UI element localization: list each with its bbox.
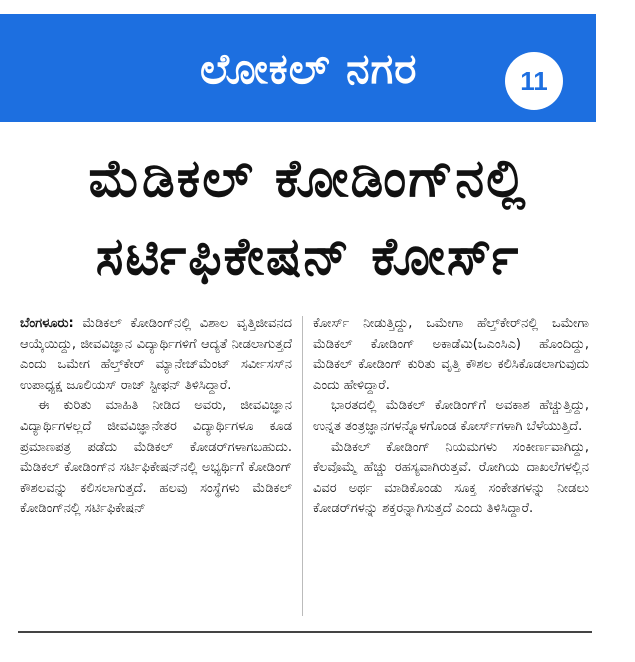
page-margin xyxy=(596,0,635,662)
column-divider xyxy=(302,316,303,616)
dateline: ಬೆಂಗಳೂರು: xyxy=(20,316,74,331)
article-paragraph: ಕೋರ್ಸ್ ನೀಡುತ್ತಿದ್ದು, ಒಮೇಗಾ ಹೆಲ್ತ್‌ಕೇರ್‌ನಲ್ಲಿ ಒಮೇಗಾ ಮೆಡಿಕಲ್ ಕೋಡಿಂಗ್ ಅಕಾಡೆಮಿ(ಒಎಂಸಿಎ) ಹೊಂದಿದ್ದು, ಮೆಡಿಕಲ್ ಕೋಡಿಂಗ್ ಕುರಿತು ವೃತ್ತಿ ಕೌಶಲ ಕಲಿಸಿಕೊಡಲಾಗುವುದು ಎಂದು ಹೇಳಿದ್ದಾರೆ. xyxy=(313,316,589,393)
paragraph-text: ಮೆಡಿಕಲ್ ಕೋಡಿಂಗ್‌ನಲ್ಲಿ ವಿಶಾಲ ವೃತ್ತಿಜೀವನದ ಆಯ್ಕೆಯಿದ್ದು, ಜೀವವಿಜ್ಞಾನ ವಿದ್ಯಾರ್ಥಿಗಳಿಗೆ ಆದ್ಯತೆ ನೀಡಲಾಗುತ್ತದೆ ಎಂದು ಒಮೇಗ ಹೆಲ್ತ್‌ಕೇರ್ ಮ್ಯಾನೇಜ್‌ಮೆಂಟ್ ಸರ್ವೀಸಸ್‌ನ ಉಪಾಧ್ಯಕ್ಷ ಜೂಲಿಯಸ್ ರಾಜ್ ಸ್ಟೀಫನ್ ತಿಳಿಸಿದ್ದಾರೆ. xyxy=(20,316,292,393)
section-banner xyxy=(0,14,596,122)
section-title: ಲೋಕಲ್ ನಗರ xyxy=(200,44,418,93)
page-number-badge: 11 xyxy=(505,52,563,110)
article-paragraph: ಮೆಡಿಕಲ್ ಕೋಡಿಂಗ್ ನಿಯಮಗಳು ಸಂಕೀರ್ಣವಾಗಿದ್ದು, ಕೆಲವೊಮ್ಮೆ ಹೆಚ್ಚು ರಹಸ್ಯವಾಗಿರುತ್ತವೆ. ರೋಗಿಯ ದಾಖಲೆಗಳಲ್ಲಿನ ವಿವರ ಅರ್ಥ ಮಾಡಿಕೊಂಡು ಸೂಕ್ತ ಸಂಕೇತಗಳನ್ನು ನೀಡಲು ಕೋಡರ್‌ಗಳನ್ನು ಶಕ್ತರನ್ನಾಗಿಸುತ್ತದೆ ಎಂದು ತಿಳಿಸಿದ್ದಾರೆ. xyxy=(313,439,589,517)
article-column-left xyxy=(20,314,292,520)
headline-line-1: ಮೆಡಿಕಲ್ ಕೋಡಿಂಗ್‌ನಲ್ಲಿ xyxy=(88,149,528,209)
article-headline xyxy=(18,140,598,296)
article-paragraph: ಭಾರತದಲ್ಲಿ ಮೆಡಿಕಲ್ ಕೋಡಿಂಗ್‌ಗೆ ಅವಕಾಶ ಹೆಚ್ಚುತ್ತಿದ್ದು, ಉನ್ನತ ತಂತ್ರಜ್ಞಾನಗಳನ್ನೊಳಗೊಂಡ ಕೋರ್ಸ್‌ಗಳಾಗಿ ಬೆಳೆಯುತ್ತಿದೆ. xyxy=(313,398,589,434)
article-column-right xyxy=(313,314,589,520)
bottom-divider xyxy=(18,631,592,633)
article-paragraph xyxy=(20,314,292,396)
article-paragraph: ಈ ಕುರಿತು ಮಾಹಿತಿ ನೀಡಿದ ಅವರು, ಜೀವವಿಜ್ಞಾನ ವಿದ್ಯಾರ್ಥಿಗಳಲ್ಲದೆ ಜೀವವಿಜ್ಞಾನೇತರ ವಿದ್ಯಾರ್ಥಿಗಳೂ ಕೂಡ ಪ್ರಮಾಣಪತ್ರ ಪಡೆದು ಮೆಡಿಕಲ್ ಕೋಡರ್‌ಗಳಾಗಬಹುದು. ಮೆಡಿಕಲ್ ಕೋಡಿಂಗ್‌ನ ಸರ್ಟಿಫಿಕೇಷನ್‌ನಲ್ಲಿ ಅಭ್ಯರ್ಥಿಗೆ ಕೋಡಿಂಗ್ ಕೌಶಲವನ್ನು ಕಲಿಸಲಾಗುತ್ತದೆ. ಹಲವು ಸಂಸ್ಥೆಗಳು ಮೆಡಿಕಲ್ ಕೋಡಿಂಗ್‌ನಲ್ಲಿ ಸರ್ಟಿಫಿಕೇಷನ್ xyxy=(20,398,292,517)
headline-line-2: ಸರ್ಟಿಫಿಕೇಷನ್ ಕೋರ್ಸ್ xyxy=(95,227,521,287)
